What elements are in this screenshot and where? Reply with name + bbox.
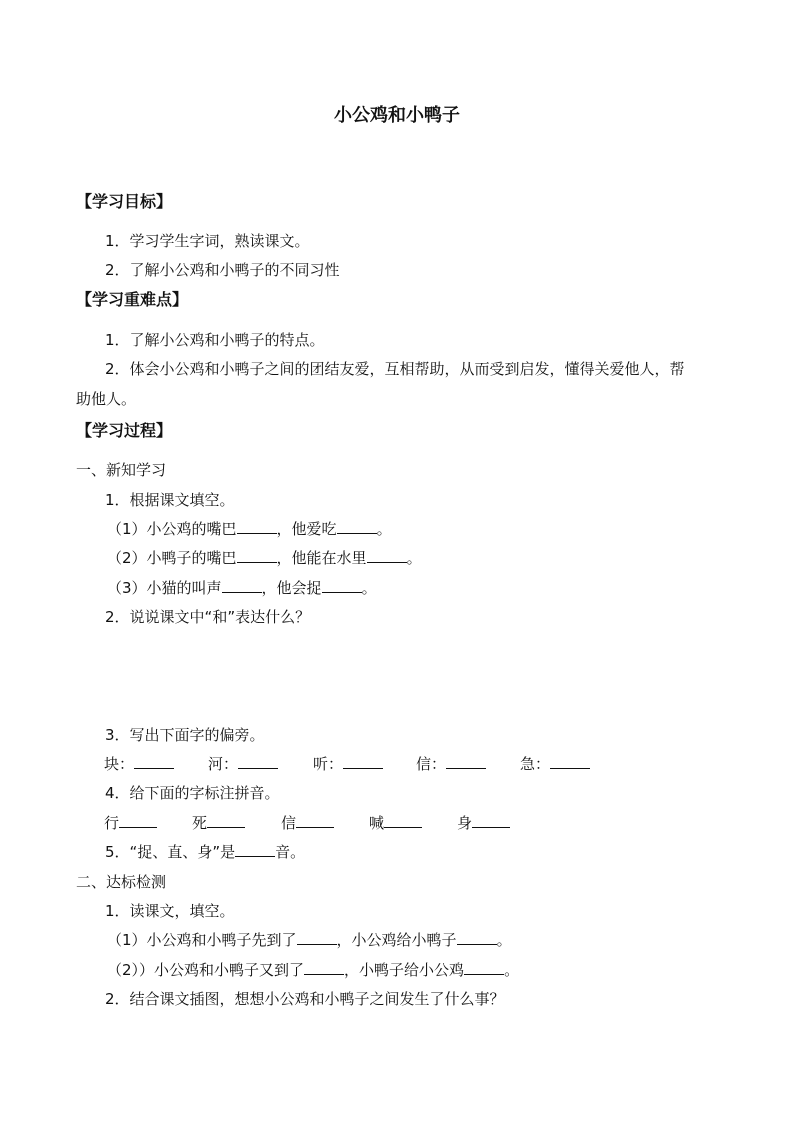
pinyin-char: 信: [281, 814, 297, 832]
fill-blank[interactable]: [222, 578, 262, 593]
fill-blank[interactable]: [457, 930, 497, 945]
pinyin-char: 喊: [369, 814, 385, 832]
text-segment: ，小鸭子给小公鸡: [344, 961, 465, 979]
pinyin-item: [104, 813, 157, 833]
text-segment: 。: [361, 579, 377, 597]
text-segment: ，小公鸡给小鸭子: [336, 931, 457, 949]
section-heading-goals: 【学习目标】: [76, 192, 173, 211]
fill-blank[interactable]: [472, 813, 510, 828]
radical-char: 听：: [313, 755, 344, 773]
fill-blank[interactable]: [207, 813, 245, 828]
radical-char: 块：: [104, 755, 135, 773]
text-segment: ，他会捉: [261, 579, 322, 597]
text-segment: 音。: [275, 843, 306, 861]
radical-item: [208, 754, 278, 774]
pinyin-item: [457, 813, 510, 833]
text-segment: 5．“捉、直、身”是: [105, 843, 236, 861]
part2-q2: 2．结合课文插图，想想小公鸡和小鸭子之间发生了什么事？: [105, 990, 505, 1008]
part1-q4: 4．给下面的字标注拼音。: [105, 784, 280, 802]
fill-blank[interactable]: [384, 813, 422, 828]
part1-q1-a: [107, 519, 392, 539]
radical-item: [416, 754, 486, 774]
fill-blank[interactable]: [343, 754, 383, 769]
part2-q1-b: [107, 960, 519, 980]
text-segment: （1）小公鸡的嘴巴: [107, 520, 237, 538]
fill-blank[interactable]: [235, 842, 275, 857]
text-segment: ，他能在水里: [276, 549, 367, 567]
section-heading-process: 【学习过程】: [76, 421, 173, 440]
text-segment: 。: [504, 961, 520, 979]
goal-item-1: 1．学习学生字词，熟读课文。: [105, 232, 310, 250]
part2-q1-a: [107, 930, 512, 950]
part1-title: 一、新知学习: [76, 461, 167, 479]
text-segment: 。: [376, 520, 392, 538]
pinyin-item: [369, 813, 422, 833]
text-segment: 。: [496, 931, 512, 949]
text-segment: 。: [406, 549, 422, 567]
fill-blank[interactable]: [238, 754, 278, 769]
pinyin-char: 行: [104, 814, 120, 832]
pinyin-char: 死: [192, 814, 208, 832]
goal-item-2: 2．了解小公鸡和小鸭子的不同习性: [105, 261, 340, 279]
fill-blank[interactable]: [464, 960, 504, 975]
fill-blank[interactable]: [446, 754, 486, 769]
fill-blank[interactable]: [550, 754, 590, 769]
part1-q5: [105, 842, 305, 862]
text-segment: （2）小鸭子的嘴巴: [107, 549, 237, 567]
fill-blank[interactable]: [297, 930, 337, 945]
section-heading-key-points: 【学习重难点】: [76, 290, 189, 309]
page-title: 小公鸡和小鸭子: [334, 105, 460, 126]
key-point-item-2-line-2: 助他人。: [76, 390, 137, 408]
fill-blank[interactable]: [119, 813, 157, 828]
fill-blank[interactable]: [322, 578, 362, 593]
fill-blank[interactable]: [304, 960, 344, 975]
fill-blank[interactable]: [237, 519, 277, 534]
key-point-item-2-line-1: 2．体会小公鸡和小鸭子之间的团结友爱，互相帮助，从而受到启发，懂得关爱他人，帮: [105, 360, 685, 378]
key-point-item-1: 1．了解小公鸡和小鸭子的特点。: [105, 331, 325, 349]
text-segment: （3）小猫的叫声: [107, 579, 222, 597]
fill-blank[interactable]: [367, 548, 407, 563]
text-segment: （1）小公鸡和小鸭子先到了: [107, 931, 297, 949]
pinyin-item: [281, 813, 334, 833]
fill-blank[interactable]: [337, 519, 377, 534]
radical-item: [520, 754, 590, 774]
fill-blank[interactable]: [134, 754, 174, 769]
radical-item: [313, 754, 383, 774]
part2-title: 二、达标检测: [76, 873, 167, 891]
part1-q2: 2．说说课文中“和”表达什么？: [105, 608, 311, 626]
radical-char: 河：: [208, 755, 239, 773]
text-segment: ，他爱吃: [276, 520, 337, 538]
fill-blank[interactable]: [237, 548, 277, 563]
part1-q1: 1．根据课文填空。: [105, 491, 235, 509]
radical-char: 信：: [416, 755, 447, 773]
part1-q1-c: [107, 578, 377, 598]
pinyin-char: 身: [457, 814, 473, 832]
part1-q1-b: [107, 548, 422, 568]
radical-char: 急：: [520, 755, 551, 773]
part1-q3: 3．写出下面字的偏旁。: [105, 726, 265, 744]
fill-blank[interactable]: [296, 813, 334, 828]
pinyin-item: [192, 813, 245, 833]
radical-item: [104, 754, 174, 774]
part2-q1: 1．读课文，填空。: [105, 902, 235, 920]
text-segment: （2））小公鸡和小鸭子又到了: [107, 961, 305, 979]
